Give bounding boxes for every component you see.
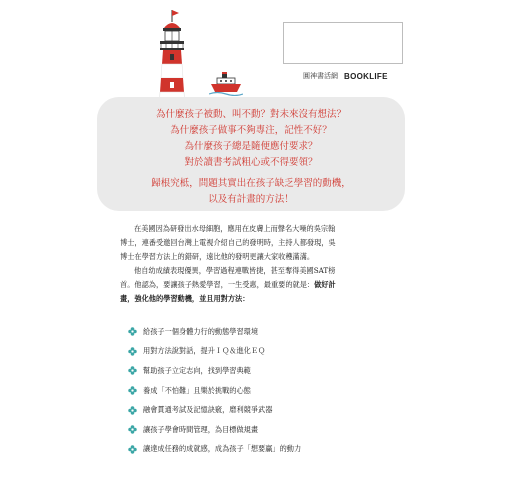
question-line: 為什麼孩子做事不夠專注，記性不好？ bbox=[170, 125, 332, 136]
list-item-text: 幫助孩子立定志向，找到學習典範 bbox=[143, 365, 251, 375]
flower-bullet-icon bbox=[128, 445, 137, 454]
flower-bullet-icon bbox=[128, 327, 137, 336]
list-item-text: 給孩子一個身體力行的動態學習環境 bbox=[143, 326, 259, 336]
publisher-label bbox=[303, 71, 403, 81]
list-item bbox=[128, 381, 301, 401]
paragraph-line: 在美國因為研發出水母細胞，應用在皮膚上而聲名大噪的吳宗翰 bbox=[134, 224, 336, 233]
question-line: 對於讀書考試粗心或不得要領？ bbox=[184, 157, 318, 168]
paragraph-line: 首。他認為，要讓孩子熱愛學習，一生受惠，最重要的就是： bbox=[120, 280, 315, 289]
list-item-text: 養成「不怕難」且樂於挑戰的心態 bbox=[143, 385, 251, 395]
list-item bbox=[128, 342, 301, 362]
publisher-name: 圓神書活網 bbox=[303, 72, 338, 80]
question-box bbox=[97, 97, 405, 211]
list-item bbox=[128, 322, 301, 342]
flower-bullet-icon bbox=[128, 347, 137, 356]
paragraph-line: 博士在學習方法上的錯研，遠比他的發明更讓大家收穫滿滿。 bbox=[120, 252, 315, 261]
method-list bbox=[128, 322, 301, 459]
emphasis-text: 畫，強化他的學習動機，並且用對方法： bbox=[120, 294, 250, 303]
conclusion-line: 以及有計畫的方法！ bbox=[208, 194, 294, 205]
flower-bullet-icon bbox=[128, 425, 137, 434]
list-item-text: 讓孩子學會時間管理，為目標做規畫 bbox=[143, 424, 259, 434]
flower-bullet-icon bbox=[128, 366, 137, 375]
emphasis-text: 做好計 bbox=[314, 280, 336, 289]
image-placeholder-box bbox=[283, 22, 403, 64]
publisher-logo: BOOKLIFE bbox=[344, 71, 388, 81]
flower-bullet-icon bbox=[128, 386, 137, 395]
list-item bbox=[128, 361, 301, 381]
question-line: 為什麼孩子總是隨便應付要求？ bbox=[184, 141, 318, 152]
flower-bullet-icon bbox=[128, 406, 137, 415]
list-item bbox=[128, 440, 301, 460]
body-paragraph-1 bbox=[120, 222, 382, 264]
body-paragraph-2 bbox=[120, 264, 382, 306]
paragraph-line: 博士，連番受邀回台灣上電視介紹自己的發明時，主持人都發現，吳 bbox=[120, 238, 336, 247]
list-item-text: 融會貫通考試及記憶訣竅，磨利競爭武器 bbox=[143, 405, 273, 415]
list-item-text: 用對方法說對話，提升ＩＱ＆進化ＥＱ bbox=[143, 346, 266, 356]
list-item bbox=[128, 400, 301, 420]
question-line: 為什麼孩子被動、叫不動？對未來沒有想法？ bbox=[155, 109, 346, 120]
conclusion-line: 歸根究柢，問題其實出在孩子缺乏學習的動機， bbox=[151, 178, 351, 189]
list-item bbox=[128, 420, 301, 440]
paragraph-line: 他自幼成績表現優異，學習過程連戰皆捷，甚至奪得美國SAT榜 bbox=[134, 266, 336, 275]
ship-icon bbox=[209, 70, 243, 96]
list-item-text: 讓達成任務的成就感，成為孩子「想要贏」的動力 bbox=[143, 444, 302, 454]
